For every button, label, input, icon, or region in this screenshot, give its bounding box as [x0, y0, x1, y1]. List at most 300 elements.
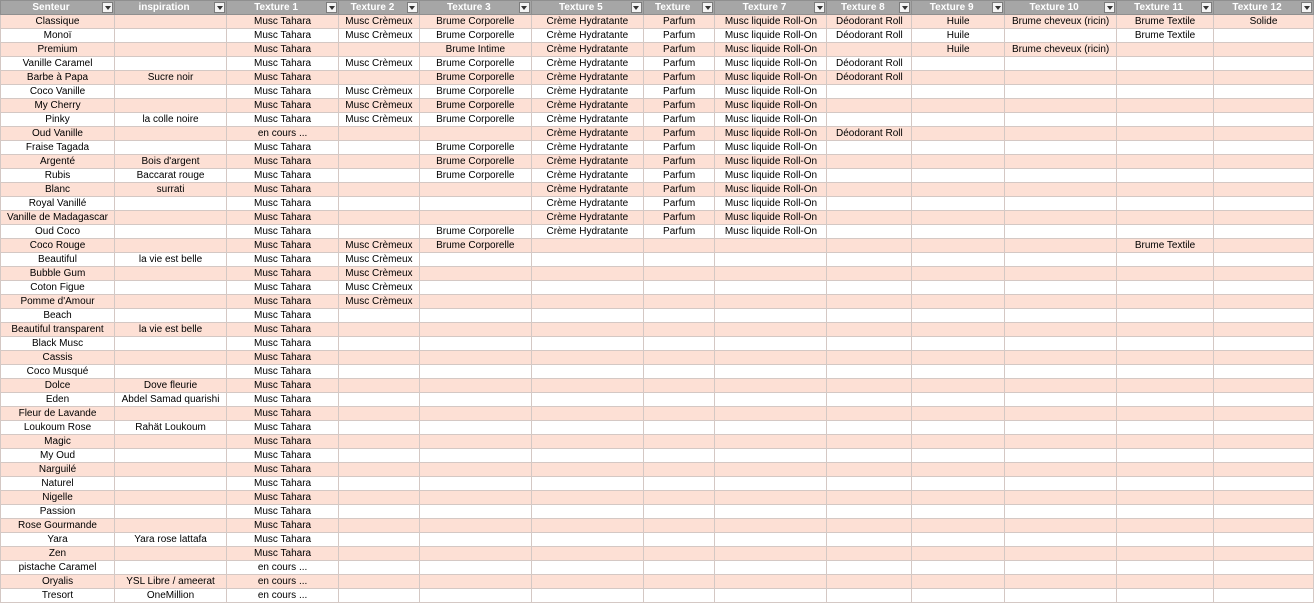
table-cell[interactable]: [419, 407, 531, 421]
table-cell[interactable]: Musc Tahara: [227, 99, 339, 113]
table-cell[interactable]: [715, 589, 827, 603]
table-cell[interactable]: Sucre noir: [115, 71, 227, 85]
table-cell[interactable]: [339, 435, 420, 449]
table-cell[interactable]: [419, 491, 531, 505]
table-cell[interactable]: [339, 575, 420, 589]
table-cell[interactable]: [531, 267, 643, 281]
table-cell[interactable]: [912, 505, 1005, 519]
table-cell[interactable]: en cours ...: [227, 589, 339, 603]
table-cell[interactable]: surrati: [115, 183, 227, 197]
table-cell[interactable]: [339, 547, 420, 561]
table-cell[interactable]: [715, 407, 827, 421]
filter-dropdown-icon[interactable]: [214, 2, 225, 13]
table-cell[interactable]: [827, 547, 912, 561]
table-cell[interactable]: Bubble Gum: [1, 267, 115, 281]
table-cell[interactable]: [1213, 225, 1313, 239]
table-cell[interactable]: [827, 589, 912, 603]
table-cell[interactable]: [1005, 547, 1117, 561]
table-cell[interactable]: Pomme d'Amour: [1, 295, 115, 309]
table-cell[interactable]: [643, 379, 715, 393]
table-cell[interactable]: [531, 407, 643, 421]
table-cell[interactable]: [827, 407, 912, 421]
table-cell[interactable]: Parfum: [643, 85, 715, 99]
table-cell[interactable]: [531, 533, 643, 547]
table-cell[interactable]: [1213, 561, 1313, 575]
table-cell[interactable]: [1117, 547, 1214, 561]
filter-dropdown-icon[interactable]: [1104, 2, 1115, 13]
table-cell[interactable]: [827, 85, 912, 99]
table-cell[interactable]: OneMillion: [115, 589, 227, 603]
table-cell[interactable]: [1005, 323, 1117, 337]
table-cell[interactable]: [643, 435, 715, 449]
table-cell[interactable]: [715, 547, 827, 561]
table-cell[interactable]: [531, 435, 643, 449]
table-cell[interactable]: [115, 561, 227, 575]
table-cell[interactable]: Musc Tahara: [227, 337, 339, 351]
table-cell[interactable]: [912, 407, 1005, 421]
table-cell[interactable]: Brume cheveux (ricin): [1005, 15, 1117, 29]
table-cell[interactable]: Crème Hydratante: [531, 211, 643, 225]
table-cell[interactable]: Brume Corporelle: [419, 141, 531, 155]
table-cell[interactable]: [1213, 421, 1313, 435]
table-cell[interactable]: [827, 99, 912, 113]
table-cell[interactable]: Musc liquide Roll-On: [715, 57, 827, 71]
table-cell[interactable]: Parfum: [643, 57, 715, 71]
table-cell[interactable]: Parfum: [643, 183, 715, 197]
table-cell[interactable]: [419, 127, 531, 141]
table-cell[interactable]: Abdel Samad quarishi: [115, 393, 227, 407]
table-cell[interactable]: [827, 323, 912, 337]
table-cell[interactable]: [1117, 533, 1214, 547]
table-cell[interactable]: [115, 197, 227, 211]
table-cell[interactable]: Déodorant Roll: [827, 127, 912, 141]
table-cell[interactable]: [827, 533, 912, 547]
table-cell[interactable]: [339, 197, 420, 211]
table-cell[interactable]: [643, 337, 715, 351]
table-cell[interactable]: Dove fleurie: [115, 379, 227, 393]
table-cell[interactable]: [419, 435, 531, 449]
table-cell[interactable]: [115, 29, 227, 43]
table-cell[interactable]: [912, 211, 1005, 225]
table-cell[interactable]: Parfum: [643, 71, 715, 85]
table-cell[interactable]: [912, 365, 1005, 379]
table-cell[interactable]: Musc Tahara: [227, 253, 339, 267]
table-cell[interactable]: [827, 421, 912, 435]
table-cell[interactable]: [715, 505, 827, 519]
table-cell[interactable]: [912, 421, 1005, 435]
table-cell[interactable]: [1005, 169, 1117, 183]
table-cell[interactable]: Tresort: [1, 589, 115, 603]
table-cell[interactable]: [827, 435, 912, 449]
table-cell[interactable]: Fraise Tagada: [1, 141, 115, 155]
table-cell[interactable]: [1213, 267, 1313, 281]
table-cell[interactable]: [1005, 141, 1117, 155]
table-cell[interactable]: Oud Coco: [1, 225, 115, 239]
table-cell[interactable]: [419, 463, 531, 477]
table-cell[interactable]: [912, 547, 1005, 561]
table-cell[interactable]: [339, 589, 420, 603]
table-cell[interactable]: la vie est belle: [115, 253, 227, 267]
table-cell[interactable]: [912, 449, 1005, 463]
filter-dropdown-icon[interactable]: [1301, 2, 1312, 13]
table-cell[interactable]: Déodorant Roll: [827, 57, 912, 71]
table-cell[interactable]: Brume Textile: [1117, 239, 1214, 253]
table-cell[interactable]: [912, 141, 1005, 155]
table-cell[interactable]: Déodorant Roll: [827, 15, 912, 29]
table-cell[interactable]: [1213, 351, 1313, 365]
table-cell[interactable]: [827, 491, 912, 505]
table-cell[interactable]: [643, 323, 715, 337]
column-header[interactable]: [227, 1, 339, 15]
table-cell[interactable]: [531, 351, 643, 365]
table-cell[interactable]: [1117, 491, 1214, 505]
table-cell[interactable]: Musc Tahara: [227, 491, 339, 505]
table-cell[interactable]: [115, 211, 227, 225]
table-cell[interactable]: Musc Crèmeux: [339, 29, 420, 43]
table-cell[interactable]: [1213, 547, 1313, 561]
table-cell[interactable]: [1213, 141, 1313, 155]
table-cell[interactable]: [339, 379, 420, 393]
table-cell[interactable]: [1117, 43, 1214, 57]
table-cell[interactable]: Rahät Loukoum: [115, 421, 227, 435]
table-cell[interactable]: Crème Hydratante: [531, 155, 643, 169]
table-cell[interactable]: Musc Tahara: [227, 155, 339, 169]
table-cell[interactable]: Musc liquide Roll-On: [715, 71, 827, 85]
table-cell[interactable]: [912, 99, 1005, 113]
table-cell[interactable]: Musc Tahara: [227, 57, 339, 71]
table-cell[interactable]: Brume Corporelle: [419, 99, 531, 113]
table-cell[interactable]: [339, 71, 420, 85]
table-cell[interactable]: [643, 351, 715, 365]
table-cell[interactable]: Musc Tahara: [227, 71, 339, 85]
table-cell[interactable]: [715, 533, 827, 547]
table-cell[interactable]: [715, 393, 827, 407]
table-cell[interactable]: Parfum: [643, 197, 715, 211]
table-cell[interactable]: [1213, 99, 1313, 113]
table-cell[interactable]: [912, 127, 1005, 141]
table-cell[interactable]: [1005, 99, 1117, 113]
table-cell[interactable]: Musc liquide Roll-On: [715, 211, 827, 225]
table-cell[interactable]: Musc Crèmeux: [339, 267, 420, 281]
table-cell[interactable]: [715, 295, 827, 309]
table-cell[interactable]: [1117, 351, 1214, 365]
table-cell[interactable]: [1117, 449, 1214, 463]
table-cell[interactable]: [419, 281, 531, 295]
table-cell[interactable]: [912, 253, 1005, 267]
table-cell[interactable]: Naturel: [1, 477, 115, 491]
table-cell[interactable]: Musc Tahara: [227, 365, 339, 379]
table-cell[interactable]: Musc Tahara: [227, 43, 339, 57]
table-cell[interactable]: [912, 463, 1005, 477]
table-cell[interactable]: Crème Hydratante: [531, 169, 643, 183]
column-header[interactable]: [827, 1, 912, 15]
table-cell[interactable]: Beach: [1, 309, 115, 323]
table-cell[interactable]: [115, 309, 227, 323]
table-cell[interactable]: Blanc: [1, 183, 115, 197]
table-cell[interactable]: Musc Tahara: [227, 351, 339, 365]
table-cell[interactable]: [1005, 295, 1117, 309]
table-cell[interactable]: [643, 505, 715, 519]
table-cell[interactable]: [643, 407, 715, 421]
table-cell[interactable]: en cours ...: [227, 127, 339, 141]
table-cell[interactable]: [1117, 57, 1214, 71]
table-cell[interactable]: [1117, 561, 1214, 575]
table-cell[interactable]: [1005, 533, 1117, 547]
table-cell[interactable]: [715, 435, 827, 449]
table-cell[interactable]: Parfum: [643, 127, 715, 141]
table-cell[interactable]: [1117, 435, 1214, 449]
table-cell[interactable]: [912, 267, 1005, 281]
table-cell[interactable]: Classique: [1, 15, 115, 29]
table-cell[interactable]: [1117, 127, 1214, 141]
table-cell[interactable]: [1005, 407, 1117, 421]
table-cell[interactable]: [1005, 575, 1117, 589]
column-header[interactable]: [1213, 1, 1313, 15]
table-cell[interactable]: [419, 547, 531, 561]
table-cell[interactable]: Rubis: [1, 169, 115, 183]
table-cell[interactable]: Parfum: [643, 99, 715, 113]
table-cell[interactable]: [115, 365, 227, 379]
table-cell[interactable]: [1117, 141, 1214, 155]
table-cell[interactable]: Déodorant Roll: [827, 71, 912, 85]
table-cell[interactable]: [339, 477, 420, 491]
filter-dropdown-icon[interactable]: [326, 2, 337, 13]
table-cell[interactable]: [1213, 197, 1313, 211]
table-cell[interactable]: [115, 407, 227, 421]
table-cell[interactable]: [715, 561, 827, 575]
table-cell[interactable]: Crème Hydratante: [531, 141, 643, 155]
table-cell[interactable]: [419, 477, 531, 491]
table-cell[interactable]: [531, 309, 643, 323]
table-cell[interactable]: [1117, 575, 1214, 589]
table-cell[interactable]: Bois d'argent: [115, 155, 227, 169]
table-cell[interactable]: [1117, 323, 1214, 337]
table-cell[interactable]: [531, 365, 643, 379]
table-cell[interactable]: [419, 351, 531, 365]
table-cell[interactable]: [531, 547, 643, 561]
table-cell[interactable]: [115, 435, 227, 449]
table-cell[interactable]: [115, 15, 227, 29]
table-cell[interactable]: [1117, 211, 1214, 225]
table-cell[interactable]: [643, 575, 715, 589]
table-cell[interactable]: [1117, 267, 1214, 281]
table-cell[interactable]: [643, 239, 715, 253]
table-cell[interactable]: [1213, 519, 1313, 533]
table-cell[interactable]: Huile: [912, 29, 1005, 43]
table-cell[interactable]: [1117, 113, 1214, 127]
table-cell[interactable]: [339, 393, 420, 407]
table-cell[interactable]: Crème Hydratante: [531, 127, 643, 141]
table-cell[interactable]: [827, 281, 912, 295]
table-cell[interactable]: Brume Corporelle: [419, 225, 531, 239]
table-cell[interactable]: [912, 351, 1005, 365]
table-cell[interactable]: [1005, 211, 1117, 225]
table-cell[interactable]: [1117, 197, 1214, 211]
table-cell[interactable]: [419, 575, 531, 589]
table-cell[interactable]: Coco Rouge: [1, 239, 115, 253]
table-cell[interactable]: [912, 239, 1005, 253]
table-cell[interactable]: [827, 197, 912, 211]
table-cell[interactable]: [1117, 155, 1214, 169]
table-cell[interactable]: [715, 421, 827, 435]
table-cell[interactable]: Crème Hydratante: [531, 99, 643, 113]
table-cell[interactable]: [1005, 477, 1117, 491]
table-cell[interactable]: [339, 337, 420, 351]
table-cell[interactable]: [715, 239, 827, 253]
table-cell[interactable]: [1117, 183, 1214, 197]
table-cell[interactable]: Pinky: [1, 113, 115, 127]
table-cell[interactable]: Huile: [912, 15, 1005, 29]
table-cell[interactable]: pistache Caramel: [1, 561, 115, 575]
table-cell[interactable]: [912, 379, 1005, 393]
table-cell[interactable]: [715, 463, 827, 477]
table-cell[interactable]: Musc Tahara: [227, 477, 339, 491]
table-cell[interactable]: Yara: [1, 533, 115, 547]
table-cell[interactable]: [1213, 323, 1313, 337]
table-cell[interactable]: [1005, 337, 1117, 351]
table-cell[interactable]: Nigelle: [1, 491, 115, 505]
table-cell[interactable]: Musc Tahara: [227, 407, 339, 421]
table-cell[interactable]: [1005, 449, 1117, 463]
table-cell[interactable]: [827, 561, 912, 575]
table-cell[interactable]: [1117, 393, 1214, 407]
table-cell[interactable]: Musc liquide Roll-On: [715, 15, 827, 29]
table-cell[interactable]: [912, 295, 1005, 309]
table-cell[interactable]: [643, 393, 715, 407]
table-cell[interactable]: [1213, 365, 1313, 379]
table-cell[interactable]: [531, 421, 643, 435]
table-cell[interactable]: Musc Tahara: [227, 183, 339, 197]
table-cell[interactable]: Parfum: [643, 211, 715, 225]
table-cell[interactable]: [1005, 85, 1117, 99]
table-cell[interactable]: [115, 85, 227, 99]
table-cell[interactable]: Musc liquide Roll-On: [715, 169, 827, 183]
table-cell[interactable]: [1117, 225, 1214, 239]
table-cell[interactable]: [1005, 421, 1117, 435]
table-cell[interactable]: [1213, 575, 1313, 589]
table-cell[interactable]: [912, 323, 1005, 337]
table-cell[interactable]: [643, 295, 715, 309]
filter-dropdown-icon[interactable]: [702, 2, 713, 13]
table-cell[interactable]: [715, 365, 827, 379]
table-cell[interactable]: Musc Tahara: [227, 295, 339, 309]
table-cell[interactable]: Crème Hydratante: [531, 85, 643, 99]
table-cell[interactable]: [827, 43, 912, 57]
table-cell[interactable]: [1117, 421, 1214, 435]
table-cell[interactable]: [339, 155, 420, 169]
table-cell[interactable]: Crème Hydratante: [531, 225, 643, 239]
table-cell[interactable]: Musc Tahara: [227, 505, 339, 519]
table-cell[interactable]: Musc Tahara: [227, 463, 339, 477]
column-header[interactable]: [912, 1, 1005, 15]
table-cell[interactable]: Musc Crèmeux: [339, 57, 420, 71]
table-cell[interactable]: [1005, 71, 1117, 85]
table-cell[interactable]: Brume Corporelle: [419, 85, 531, 99]
table-cell[interactable]: [912, 281, 1005, 295]
table-cell[interactable]: [912, 85, 1005, 99]
table-cell[interactable]: [643, 449, 715, 463]
table-cell[interactable]: [419, 267, 531, 281]
table-cell[interactable]: [1117, 169, 1214, 183]
table-cell[interactable]: Musc Tahara: [227, 449, 339, 463]
table-cell[interactable]: [827, 337, 912, 351]
table-cell[interactable]: [715, 281, 827, 295]
table-cell[interactable]: [1005, 351, 1117, 365]
table-cell[interactable]: [912, 491, 1005, 505]
table-cell[interactable]: Zen: [1, 547, 115, 561]
table-cell[interactable]: [643, 281, 715, 295]
table-cell[interactable]: [912, 575, 1005, 589]
table-cell[interactable]: Parfum: [643, 15, 715, 29]
table-cell[interactable]: [643, 267, 715, 281]
table-cell[interactable]: [531, 379, 643, 393]
table-cell[interactable]: Musc Crèmeux: [339, 99, 420, 113]
table-cell[interactable]: Brume Corporelle: [419, 71, 531, 85]
table-cell[interactable]: [419, 393, 531, 407]
table-cell[interactable]: Crème Hydratante: [531, 15, 643, 29]
table-cell[interactable]: Passion: [1, 505, 115, 519]
table-cell[interactable]: [715, 575, 827, 589]
table-cell[interactable]: My Oud: [1, 449, 115, 463]
table-cell[interactable]: [1213, 239, 1313, 253]
table-cell[interactable]: [339, 43, 420, 57]
table-cell[interactable]: [1005, 57, 1117, 71]
table-cell[interactable]: [1213, 155, 1313, 169]
table-cell[interactable]: Coton Figue: [1, 281, 115, 295]
table-cell[interactable]: [115, 239, 227, 253]
table-cell[interactable]: [1005, 281, 1117, 295]
table-cell[interactable]: [531, 575, 643, 589]
table-cell[interactable]: [1213, 379, 1313, 393]
table-cell[interactable]: [827, 113, 912, 127]
table-cell[interactable]: [643, 253, 715, 267]
table-cell[interactable]: YSL Libre / ameerat: [115, 575, 227, 589]
table-cell[interactable]: Crème Hydratante: [531, 71, 643, 85]
table-cell[interactable]: [715, 253, 827, 267]
table-cell[interactable]: [1005, 393, 1117, 407]
table-cell[interactable]: [1117, 85, 1214, 99]
table-cell[interactable]: [1005, 491, 1117, 505]
table-cell[interactable]: [531, 337, 643, 351]
table-cell[interactable]: [1005, 253, 1117, 267]
table-cell[interactable]: Musc Crèmeux: [339, 295, 420, 309]
table-cell[interactable]: [1213, 393, 1313, 407]
table-cell[interactable]: [115, 505, 227, 519]
table-cell[interactable]: Musc Tahara: [227, 393, 339, 407]
table-cell[interactable]: [1005, 29, 1117, 43]
table-cell[interactable]: Parfum: [643, 169, 715, 183]
table-cell[interactable]: Crème Hydratante: [531, 57, 643, 71]
table-cell[interactable]: [715, 519, 827, 533]
table-cell[interactable]: Rose Gourmande: [1, 519, 115, 533]
table-cell[interactable]: Musc Crèmeux: [339, 15, 420, 29]
table-cell[interactable]: [1005, 589, 1117, 603]
table-cell[interactable]: Solide: [1213, 15, 1313, 29]
table-cell[interactable]: Musc Crèmeux: [339, 85, 420, 99]
table-cell[interactable]: [827, 477, 912, 491]
table-cell[interactable]: Musc Tahara: [227, 85, 339, 99]
table-cell[interactable]: Brume cheveux (ricin): [1005, 43, 1117, 57]
table-cell[interactable]: [531, 477, 643, 491]
table-cell[interactable]: [715, 491, 827, 505]
table-cell[interactable]: [531, 253, 643, 267]
table-cell[interactable]: [1213, 253, 1313, 267]
filter-dropdown-icon[interactable]: [1201, 2, 1212, 13]
table-cell[interactable]: [827, 309, 912, 323]
table-cell[interactable]: Premium: [1, 43, 115, 57]
table-cell[interactable]: [419, 295, 531, 309]
table-cell[interactable]: [1213, 43, 1313, 57]
